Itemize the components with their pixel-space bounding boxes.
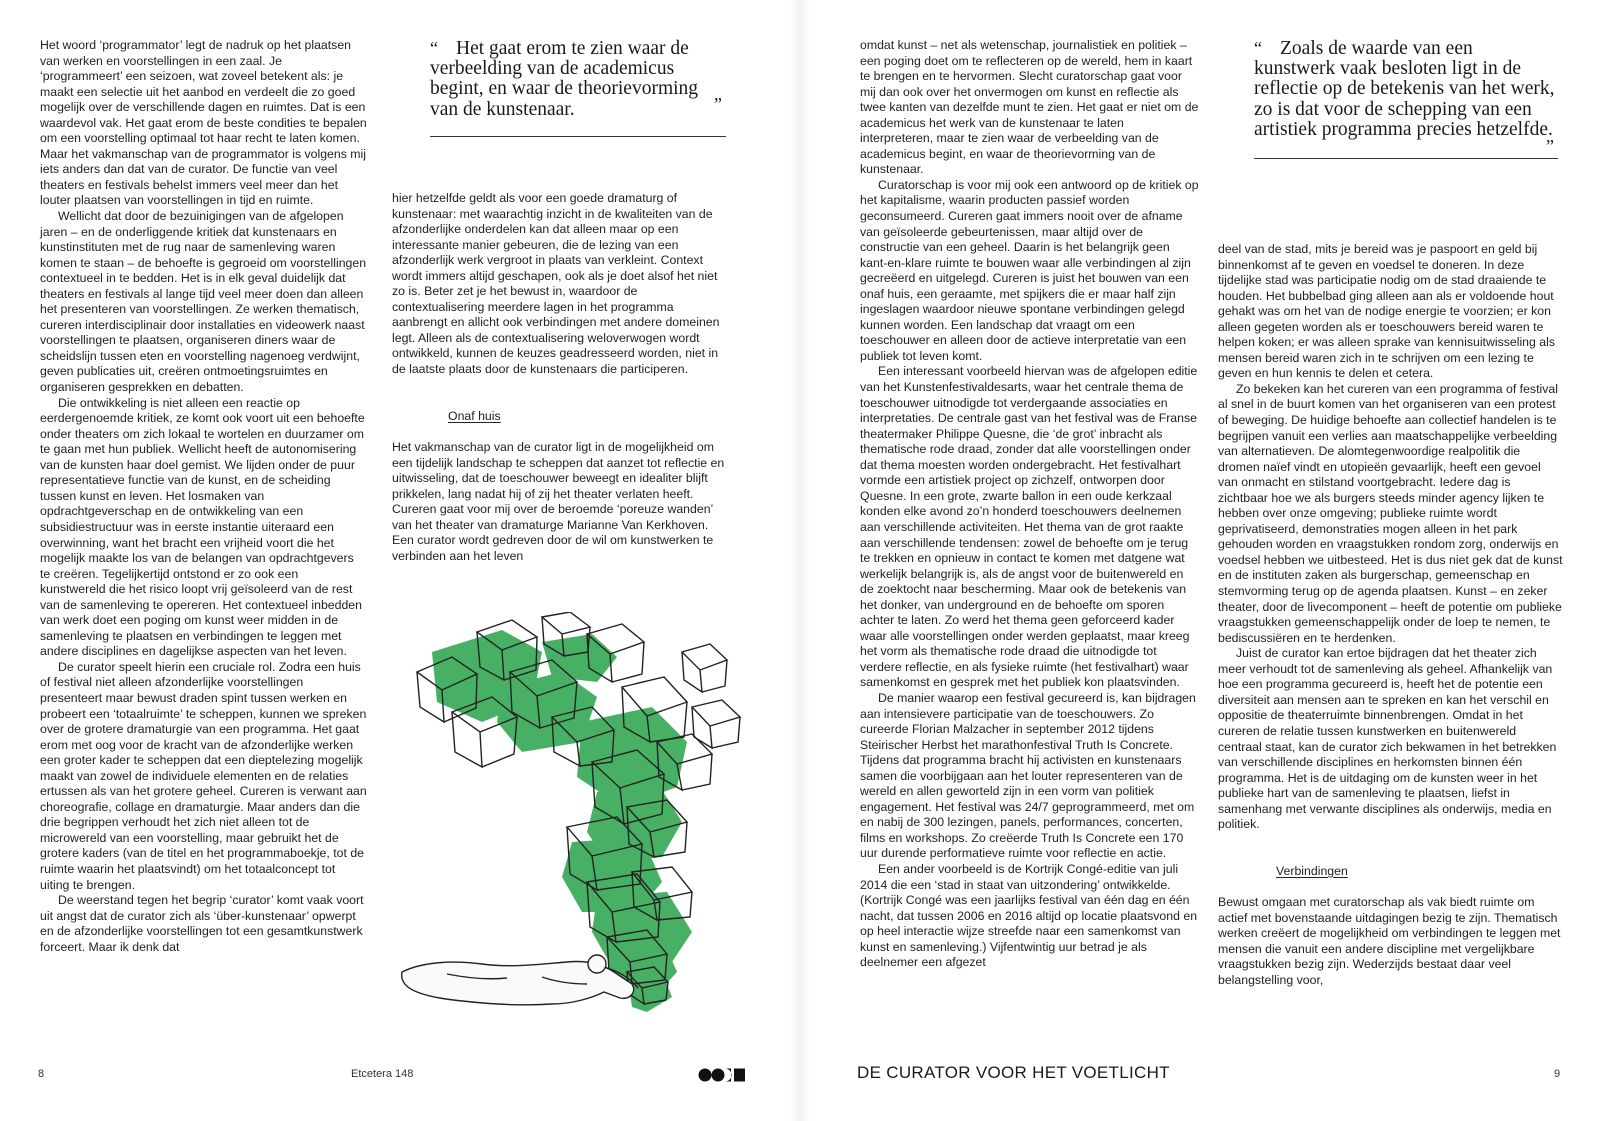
pull-quote-left bbox=[430, 38, 726, 137]
paragraph: deel van de stad, mits je bereid was je paspoort en geld bij binnenkomst af te geven en voedsel te doneren. In deze tijdelijke stad was participatie nodig om de stad draaiende te houden. Het bubbelbad ging alleen aan als er voldoende hout gehakt was om het van de nodige energie te voorzien; er kon alleen gegeten worden als er toeschouwers bereid waren te helpen koken; er was alleen sprake van kennisuitwisseling als mensen bereid waren zich in te schrijven om een lezing te geven en hun kennis te delen et cetera. bbox=[1218, 242, 1555, 381]
paragraph: Een ander voorbeeld is de Kortrijk Congé-editie van juli 2014 die een ‘stad in staat van uitzondering’ ontwikkelde. (Kortrijk Congé was een jaarlijks festival van één dag en één nacht, dat tussen 2006 en 2016 altijd op locatie plaatsvond en op heel interactie wijze streefde naar een samenkomst van kunst en samenleving.) Vijfentwintig uur betrad je als deelnemer een afgezet bbox=[860, 861, 1198, 970]
paragraph: Curatorschap is voor mij ook een antwoord op de kritiek op het kapitalisme, waarin producten passief worden geconsumeerd. Cureren gaat immers nooit over de afname van geïsoleerde gebeurtenissen, maar altijd over de constructie van een geheel. Daarin is het belangrijk geen kant-en-klare ruimte te bouwen waar alle verbindingen al zijn gecreëerd en uitgelegd. Cureren is juist het bouwen van een onaf huis, een geraamte, met spijkers die er maar half zijn ingeslagen waardoor nieuwe spontane verbindingen gelegd kunnen worden. Een landschap dat vraagt om een toeschouwer en alleen door de actieve interpretatie van een publiek tot leven komt. bbox=[860, 177, 1199, 363]
paragraph: De curator speelt hierin een cruciale rol. Zodra een huis of festival niet alleen afzonderlijke voorstellingen presenteert maar bewust draden spint tussen werken en probeert een ‘totaalruimte’ te scheppen, kunnen we spreken over de grotere dramaturgie van een programma. Het gaat erom met oog voor de kracht van de afzonderlijke werken een groter kader te scheppen dat een dieptelezing mogelijk maakt van zowel de individuele elementen en de relaties ertussen als van het grotere geheel. Cureren is verwant aan choreografie, collage en dramaturgie. Maar anders dan die drie begrippen verhoudt het zich niet alleen tot de microwereld van een voorstelling, maar gebruikt het de grotere kaders (van de titel en het programmaboekje, tot de ruimte waarin het plaatsvindt) om het totaalconcept tot uiting te brengen. bbox=[40, 659, 367, 892]
left-page-column-1 bbox=[40, 38, 367, 955]
magazine-issue: Etcetera 148 bbox=[351, 1068, 414, 1080]
quote-close-mark: ” bbox=[714, 94, 722, 114]
paragraph: De manier waarop een festival gecureerd is, kan bijdragen aan intensievere participatie van de toeschouwers. Zo cureerde Florian Malzacher in september 2012 tijdens Steirischer Herbst het marathonfestival Truth Is Concrete. Tijdens dat programma bracht hij activisten en kunstenaars samen die voorbijgaan aan het louter representeren van de wereld en allen geworteld zijn in een vorm van politiek engagement. Het festival was 24/7 geprogrammeerd, met om en nabij de 300 lezingen, panels, performances, concerten, films en workshops. Zo creëerde Truth Is Concrete een 170 uur durende performatieve ruimte voor reflectie en actie. bbox=[860, 690, 1196, 861]
page-number-right: 9 bbox=[1554, 1068, 1561, 1080]
page-gutter bbox=[790, 0, 810, 1121]
reclining-figure bbox=[402, 955, 638, 1005]
left-page-column-2 bbox=[392, 191, 728, 564]
paragraph: Bewust omgaan met curatorschap als vak biedt ruimte om actief met bovenstaande uitdagingen bezig te zijn. Thematisch werken creëert de mogelijkheid om verbindingen te leggen met mensen die vanuit een andere discipline met vergelijkbare vraagstukken bezig zijn. Wederzijds bestaat daar veel belangstelling voor, bbox=[1218, 895, 1561, 988]
paragraph: Het vakmanschap van de curator ligt in de mogelijkheid om een tijdelijk landschap te scheppen dat aanzet tot reflectie en uitwisseling, dat de toeschouwer beweegt en idealiter blijft prikkelen, lang nadat hij of zij het theater verlaten heeft. Cureren gaat voor mij over de beroemde ‘poreuze wanden’ van het theater van dramaturge Marianne Van Kerkhoven. Een curator wordt gedreven door de wil om kunstwerken te verbinden aan het leven bbox=[392, 440, 725, 563]
paragraph: Die ontwikkeling is niet alleen een reactie op eerdergenoemde kritiek, ze komt ook voort uit een behoefte onder theaters om zich lokaal te wortelen en duurzamer om te gaan met hun publiek. Wellicht heeft de autonomisering van de kunsten haar doel gemist. We lijden onder de puur representatieve functie van de kunst, en de scheiding tussen kunst en leven. Het losmaken van opdrachtgeverschap en de ontwikkeling van een subsidiestructuur was in eerste instantie uiteraard een overwinning, want het bracht een vrijheid voort die het mogelijk maakte los van de belangen van opdrachtgevers te creëren. Tegelijkertijd ontstond er zo ook een kunstwereld die het risico loopt vrij geïsoleerd van de rest van de samenleving te opereren. Het contextueel inbedden van werk doet een poging om kunst weer midden in de samenleving te plaatsen en verbindingen te leggen met andere disciplines en dagelijkse aspecten van het leven. bbox=[40, 395, 365, 659]
page-number-left: 8 bbox=[38, 1068, 45, 1080]
pull-quote-text: Het gaat erom te zien waar de verbeelding van de academicus begint, en waar de theorievorming van de kunstenaar. bbox=[430, 38, 699, 120]
quote-open-mark: “ bbox=[1254, 38, 1262, 58]
etcetera-logo-icon bbox=[698, 1068, 746, 1082]
pull-quote-text: Zoals de waarde van een kunstwerk vaak besloten ligt in de reflectie op de betekenis van het werk, zo is dat voor de schepping van een artistiek programma precies hetzelfde. bbox=[1254, 38, 1555, 140]
paragraph: hier hetzelfde geldt als voor een goede dramaturg of kunstenaar: met waarachtig inzicht in de kwaliteiten van de afzonderlijke onderdelen kan dat alleen maar op een interessante manier gebeuren, die de lezing van een afzonderlijk werk vergroot in plaats van verkleint. Context wordt immers altijd geschapen, ook als je doet alsof het niet zo is. Beter zet je het bewust in, waardoor de contextualisering meerdere lagen in het programma aanbrengt en allicht ook verbindingen met andere domeinen legt. Alleen als de contextualisering weloverwogen wordt ontwikkeld, kunnen de keuzes geadresseerd worden, niet in de laatste plaats door de kunstenaars die participeren. bbox=[392, 191, 720, 377]
paragraph: omdat kunst – net als wetenschap, journalistiek en politiek – een poging doet om te reflecteren op de wereld, hem in kaart te brengen en te hervormen. Slecht curatorschap gaat voor mij dan ook over het onvermogen om kunst en reflectie als twee kanten van dezelfde munt te zien. Het gaat er niet om de academicus het werk van de kunstenaar te laten interpreteren, maar te zien waar de verbeelding van de academicus begint, en waar de theorievorming van de kunstenaar. bbox=[860, 38, 1199, 177]
pull-quote-right bbox=[1254, 38, 1558, 159]
paragraph: Zo bekeken kan het cureren van een programma of festival al snel in de buurt komen van het organiseren van een protest of beweging. De huidige behoefte aan collectief handelen is te begrijpen vanuit een verlies aan maatschappelijke verbeelding van alternatieven. De alomtegenwoordige realpolitik die dromen naïef vindt en utopieën gevaarlijk, heeft een gevoel van onmacht en stilstand voortgebracht. Iedere dag is zichtbaar hoe we als burgers steeds minder agency lijken te hebben over onze omgeving; publieke ruimte wordt geprivatiseerd, demonstraties mogen alleen in het park gehouden worden en vraagstukken rondom zorg, onderwijs en voedsel hebben we uitbesteed. Het is dus niet gek dat de kunst en de instituten zaken als burgerschap, gemeenschap en stemvorming terug op de agenda plaatsen. Kunst – en zeker theater, door de livecomponent – heeft de potentie om publieke vraagstukken gemeenschappelijk onder de loep te nemen, te bediscussiëren en te herdenken. bbox=[1218, 381, 1563, 645]
paragraph: Wellicht dat door de bezuinigingen van de afgelopen jaren – en de onderliggende kritiek dat kunstenaars en kunstinstituten met de rug naar de samenleving waren komen te staan – de behoefte is gegroeid om voorstellingen contextueel in te bedden. Het is in elk geval duidelijk dat theaters en festivals al lange tijd veel meer doen dan alleen het presenteren van voorstellingen. Ze werken thematisch, cureren interdisciplinair door installaties en videowerk naast voorstellingen te plaatsen, organiseren diners waar de scheidslijn tussen eten en voorstelling nagenoeg verdwijnt, geven publicaties uit, creëren ontmoetingsruimtes en organiseren gesprekken en debatten. bbox=[40, 209, 367, 395]
right-page-column-3 bbox=[860, 38, 1199, 971]
subheading-onaf-huis: Onaf huis bbox=[448, 408, 501, 423]
paragraph: Het woord ‘programmator’ legt de nadruk op het plaatsen van werken en voorstellingen in een zaal. Je ‘programmeert’ een seizoen, wat zoveel betekent als: je maakt een selectie uit het aanbod en verdeelt die zo goed mogelijk over de verschillende dagen en ruimtes. Dat is een waardevol vak. Het gaat erom de beste condities te bepalen om een voorstelling optimaal tot haar recht te laten komen. Maar het vakmanschap van de programmator is volgens mij iets anders dan dat van de curator. De functie van veel theaters en festivals behelst immers veel meer dan het louter plaatsen van voorstellingen in tijd en ruimte. bbox=[40, 38, 367, 208]
section-title: DE CURATOR VOOR HET VOETLICHT bbox=[857, 1063, 1170, 1082]
paragraph: De weerstand tegen het begrip ‘curator’ komt vaak voort uit angst dat de curator zich als ‘über-kunstenaar’ opwerpt en de afzonderlijke voorstellingen tot een gesamtkunstwerk forceert. Maar ik denk dat bbox=[40, 893, 364, 954]
paragraph: Juist de curator kan ertoe bijdragen dat het theater zich meer verhoudt tot de samenleving als geheel. Afhankelijk van hoe een programma gecureerd is, heeft het de potentie een diversiteit aan mensen aan te spreken en kan het verschil en oppositie de theaterruimte binnenbrengen. Omdat in het cureren de relatie tussen kunstwerken en buitenwereld centraal staat, kan de curator zich bekwamen in het betrekken van verschillende disciplines en herkomsten binnen één programma. Het is de uitdaging om de kunsten weer in het publieke hart van de samenleving te plaatsen, liefst in samenhang met verwante disciplines als onderwijs, media en politiek. bbox=[1218, 646, 1557, 832]
quote-open-mark: “ bbox=[430, 38, 438, 58]
right-page-column-4 bbox=[1218, 242, 1563, 989]
cubes-illustration bbox=[392, 612, 772, 1017]
subheading-verbindingen: Verbindingen bbox=[1276, 863, 1348, 878]
quote-close-mark: ” bbox=[1546, 136, 1554, 156]
paragraph: Een interessant voorbeeld hiervan was de afgelopen editie van het Kunstenfestivaldesarts, waar het centrale thema de toeschouwer uitnodigde tot verdergaande associaties en interpretaties. De centrale gast van het festival was de Franse theatermaker Philippe Quesne, die ‘de grot’ inbracht als thematische rode draad, zonder dat alle voorstellingen onder dat thema moesten worden ondergebracht. Het festivalhart vormde een artistiek project op zichzelf, ontworpen door Quesne. In een grote, zwarte ballon in een oude kerkzaal konden elke avond zo’n honderd toeschouwers deelnemen aan verschillende activiteiten. Het thema van de grot raakte aan verschillende tendensen: zowel de behoefte om je terug te trekken en opnieuw in contact te komen met datgene wat werkelijk belangrijk is, als de angst voor de buitenwereld en de zoektocht naar bescherming. Maar ook de betekenis van het donker, van underground en de behoefte om sporen achter te laten. Zo werd het thema geen geforceerd kader waar alle voorstellingen onder werden geplaatst, maar kreeg het vorm als thematische rode draad die uitnodigde tot verdere reflectie, en als fysieke ruimte (het festivalhart) waar samenkomst en gesprek met het publiek kon plaatsvinden. bbox=[860, 364, 1198, 690]
